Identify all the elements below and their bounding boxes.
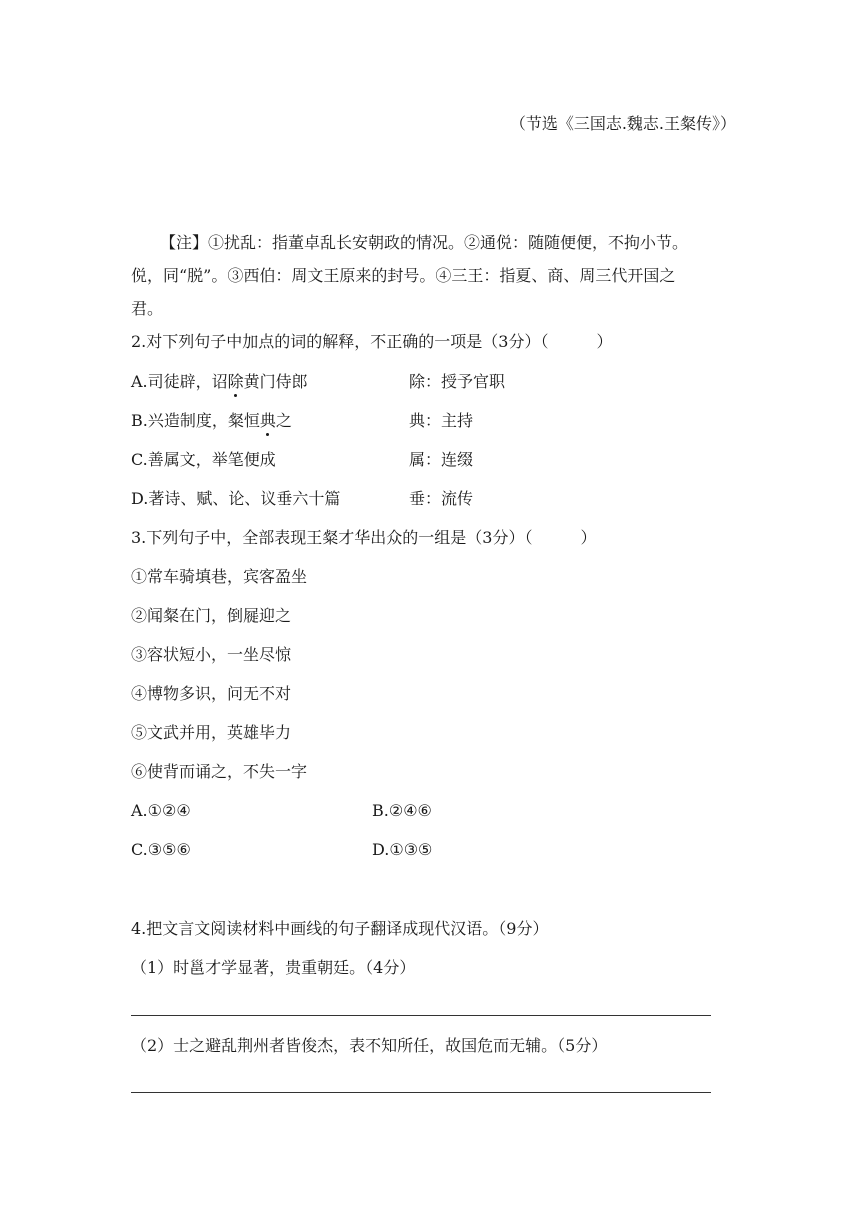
q3-choice-a: A.①②④ <box>131 801 191 820</box>
q3-choice-d: D.①③⑤ <box>372 840 433 859</box>
q2-option-b: B.兴造制度，粲恒典之 <box>131 411 292 430</box>
q2-option-a-gloss: 除：授予官职 <box>409 372 506 391</box>
question-4-stem: 4.把文言文阅读材料中画线的句子翻译成现代汉语。（9分） <box>131 919 549 938</box>
q3-item-4: ④博物多识，问无不对 <box>131 684 292 703</box>
q3-item-1: ①常车骑填巷，宾客盈坐 <box>131 567 308 586</box>
source-citation: （节选《三国志.魏志.王粲传》） <box>509 114 736 133</box>
q4-subquestion-2: （2）士之避乱荆州者皆俊杰，表不知所任，故国危而无辅。（5分） <box>131 1036 608 1055</box>
question-3-stem: 3.下列句子中，全部表现王粲才华出众的一组是（3分）（ ） <box>131 528 597 547</box>
q2-option-c-gloss: 属：连缀 <box>409 450 474 469</box>
q3-item-5: ⑤文武并用，英雄毕力 <box>131 723 292 742</box>
annotation-line-2: 侻，同“脱”。③西伯：周文王原来的封号。④三王：指夏、商、周三代开国之 <box>131 266 676 285</box>
q3-item-3: ③容状短小，一坐尽惊 <box>131 645 292 664</box>
emphasis-dot-char: 典 <box>259 411 276 430</box>
q2-option-d: D.著诗、赋、论、议垂六十篇 <box>131 489 341 508</box>
q2-option-d-gloss: 垂：流传 <box>409 489 474 508</box>
q2-option-b-gloss: 典：主持 <box>409 411 474 430</box>
q2-option-c: C.善属文，举笔便成 <box>131 450 276 469</box>
q3-choice-b: B.②④⑥ <box>372 801 432 820</box>
q3-item-2: ②闻粲在门，倒屣迎之 <box>131 606 292 625</box>
answer-line-2 <box>131 1092 711 1093</box>
annotation-line-3: 君。 <box>131 299 164 318</box>
answer-line-1 <box>131 1015 711 1016</box>
q3-choice-c: C.③⑤⑥ <box>131 840 191 859</box>
annotation-line-1: 【注】①扰乱：指董卓乱长安朝政的情况。②通侻：随随便便，不拘小节。 <box>160 233 689 252</box>
emphasis-dot-char: 除 <box>227 372 244 391</box>
q4-subquestion-1: （1）时邕才学显著，贵重朝廷。（4分） <box>131 958 416 977</box>
q3-item-6: ⑥使背而诵之，不失一字 <box>131 762 308 781</box>
question-2-stem: 2.对下列句子中加点的词的解释，不正确的一项是（3分）（ ） <box>131 332 613 351</box>
q2-option-a: A.司徒辟，诏除黄门侍郎 <box>131 372 308 391</box>
